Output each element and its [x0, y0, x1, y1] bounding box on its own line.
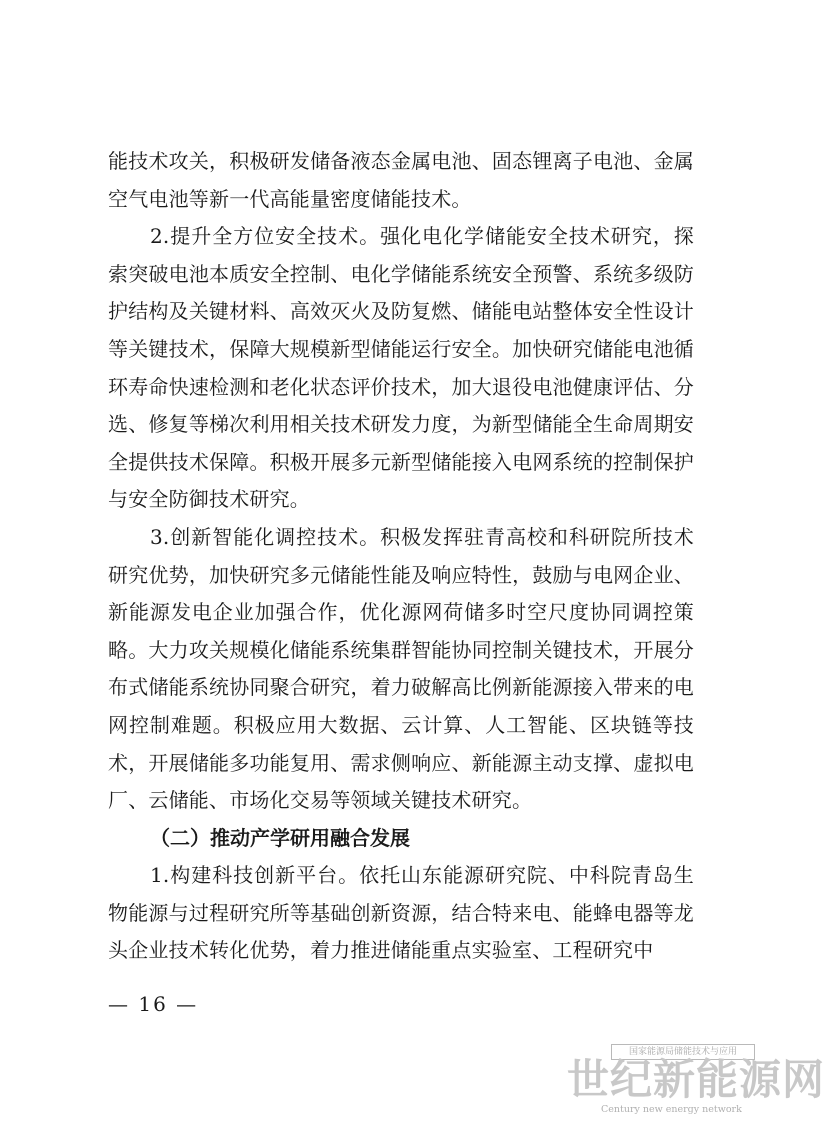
- section-heading: （二）推动产学研用融合发展: [150, 825, 410, 850]
- watermark-logo: 世纪新能源网: [567, 1055, 825, 1104]
- paragraph-intelligent-control: 3.创新智能化调控技术。积极发挥驻青高校和科研院所技术研究优势，加快研究多元储能性能及响应特性，鼓励与电网企业、新能源发电企业加强合作，优化源网荷储多时空尺度协同调控策略。大力攻关规模化储能系统集群智能协同控制关键技术，开展分布式储能系统协同聚合研究，着力破解高比例新能源接入带来的电网控制难题。积极应用大数据、云计算、人工智能、区块链等技术，开展储能多功能复用、需求侧响应、新能源主动支撑、虚拟电厂、云储能、市场化交易等领域关键技术研究。: [108, 524, 694, 813]
- body-text: [108, 143, 694, 970]
- paragraph-safety-technology: 2.提升全方位安全技术。强化电化学储能安全技术研究，探索突破电池本质安全控制、电化学储能系统安全预警、系统多级防护结构及关键材料、高效灭火及防复燃、储能电站整体安全性设计等关键技术，保障大规模新型储能运行安全。加快研究储能电池循环寿命快速检测和老化状态评价技术，加大退役电池健康评估、分选、修复等梯次利用相关技术研发力度，为新型储能全生命周期安全提供技术保障。积极开展多元新型储能接入电网系统的控制保护与安全防御技术研究。: [108, 224, 694, 512]
- watermark-subtitle: Century new energy network: [601, 1104, 742, 1115]
- watermark: [545, 1040, 825, 1120]
- paragraph-innovation-platform: 1.构建科技创新平台。依托山东能源研究院、中科院青岛生物能源与过程研究所等基础创新资源，结合特来电、能蜂电器等龙头企业技术转化优势，着力推进储能重点实验室、工程研究中: [108, 863, 694, 963]
- page-number: — 16 —: [108, 992, 199, 1016]
- watermark-badge: 国家能源局储能技术与应用: [611, 1044, 755, 1060]
- paragraph-continuation: 能技术攻关，积极研发储备液态金属电池、固态锂离子电池、金属空气电池等新一代高能量密度储能技术。: [108, 149, 694, 211]
